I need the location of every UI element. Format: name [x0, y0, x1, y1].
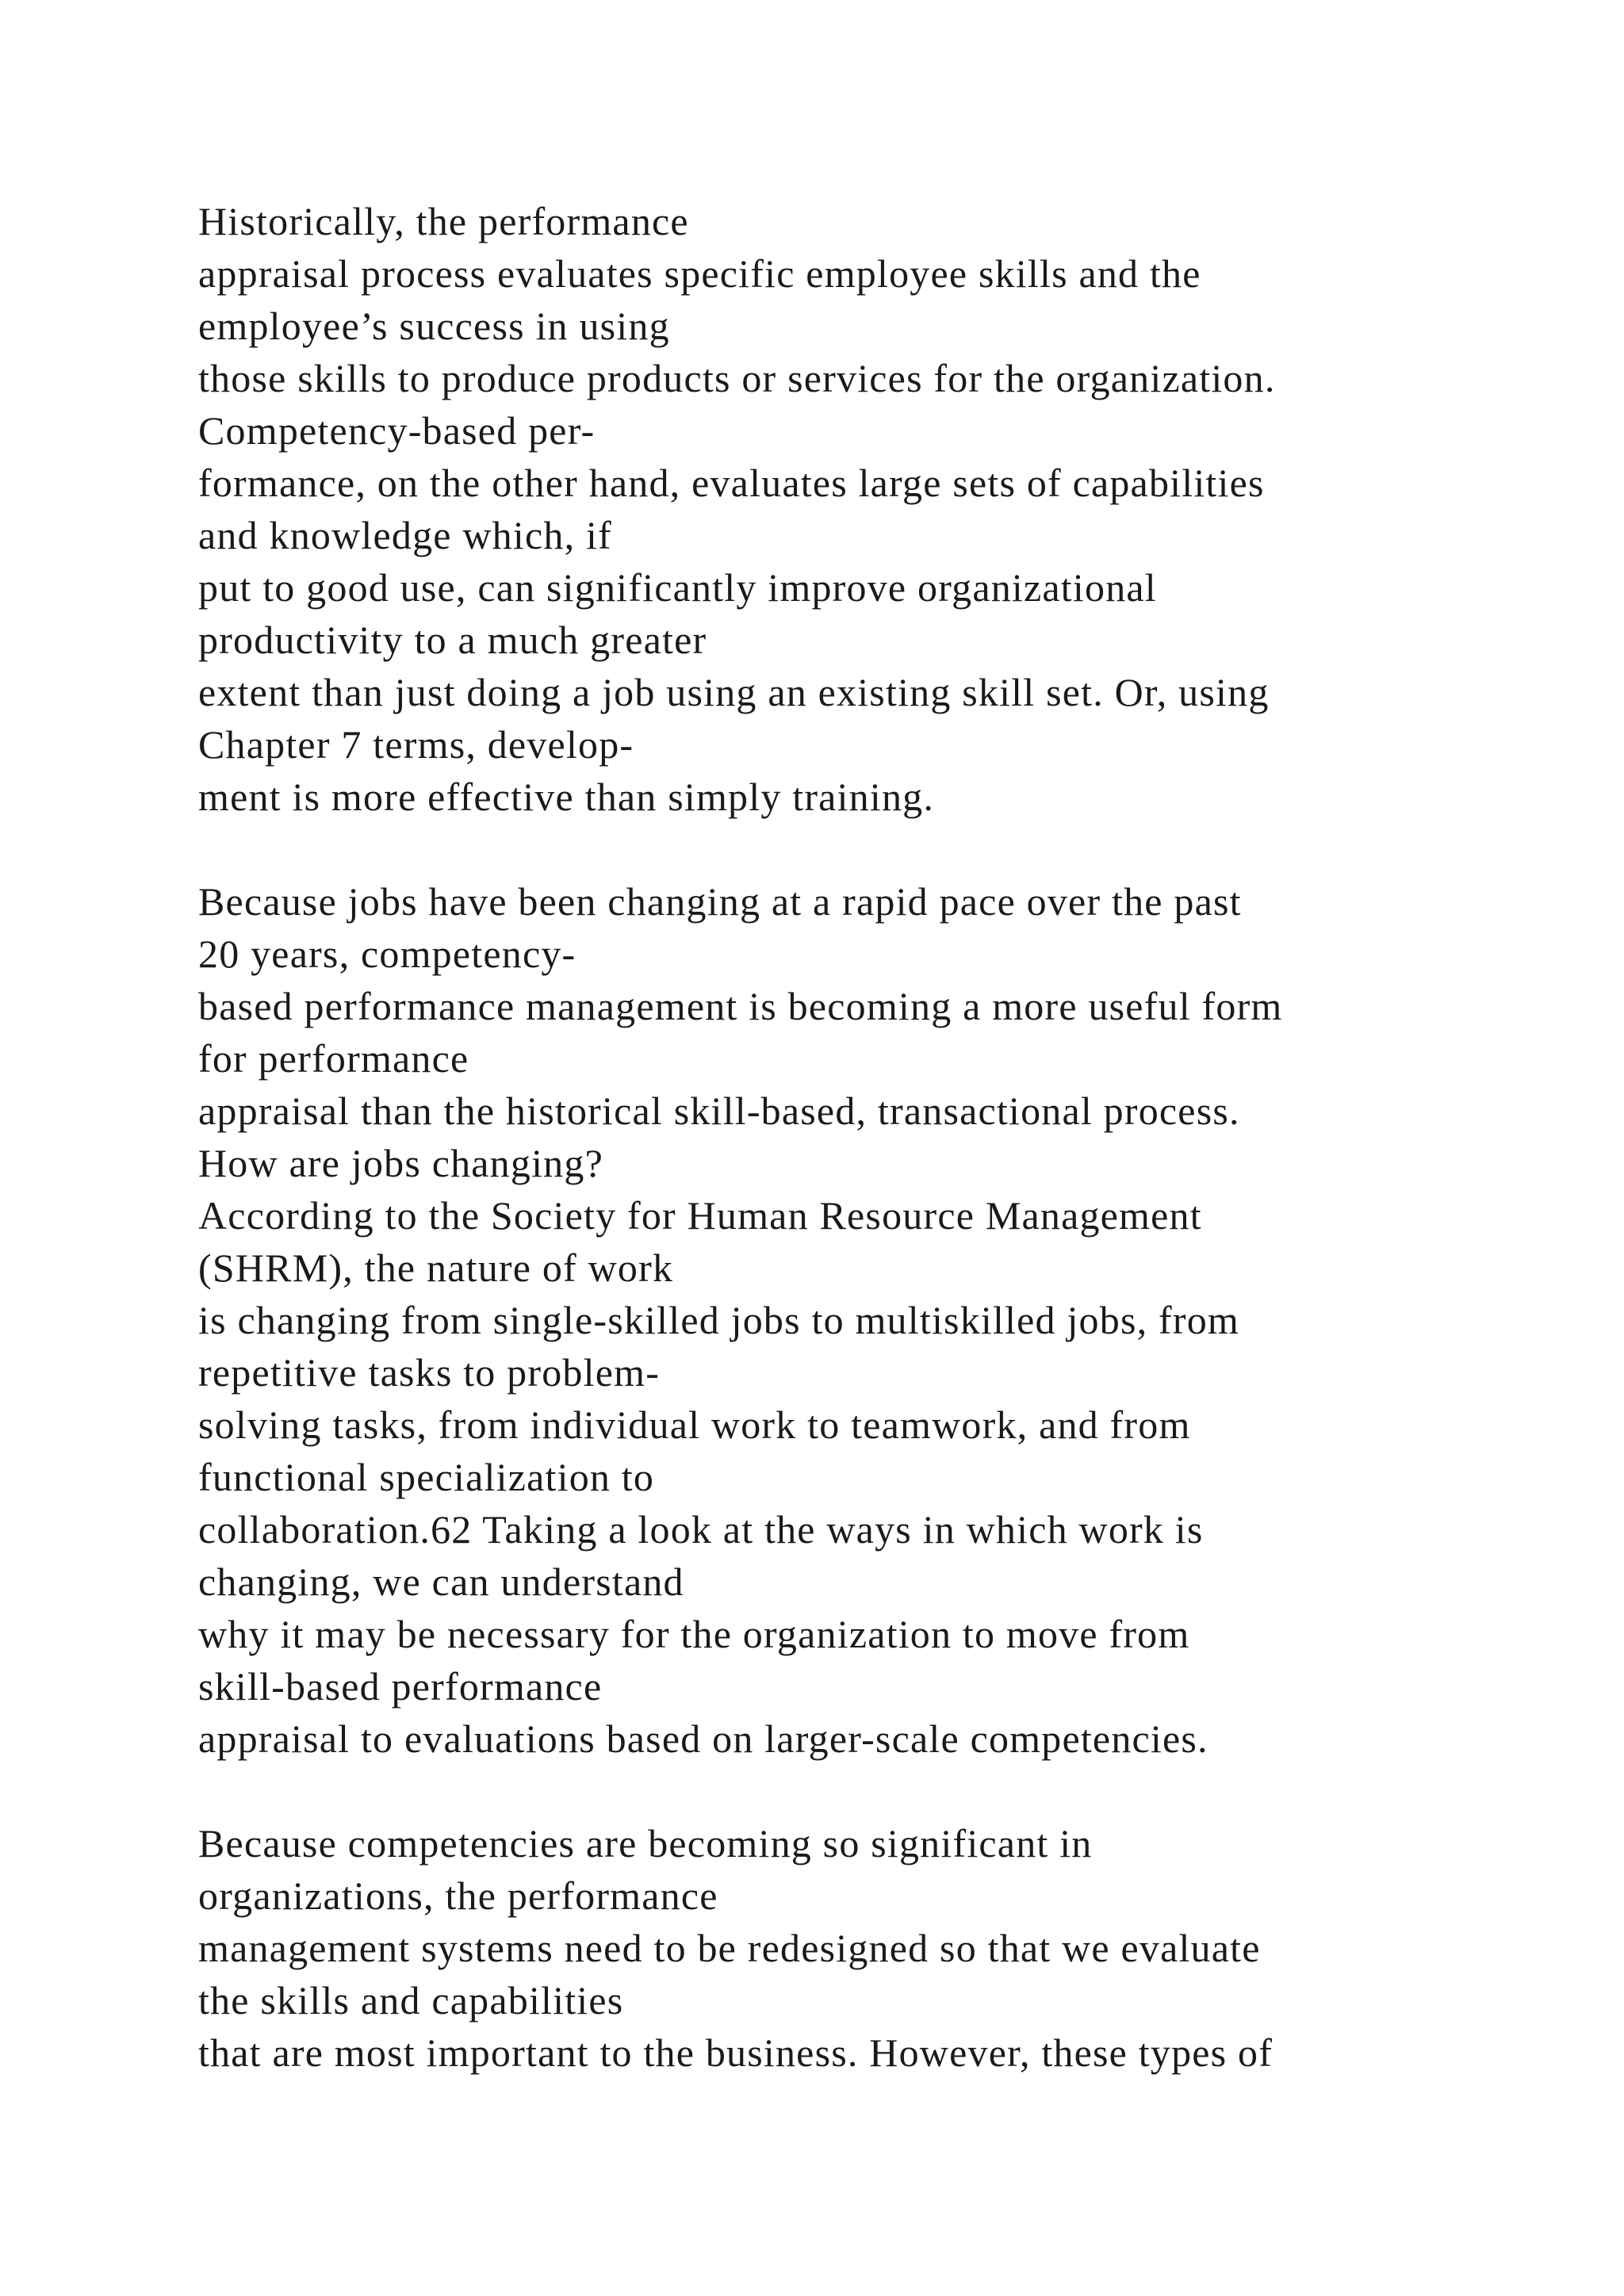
text-line: functional specialization to: [198, 1455, 655, 1499]
text-line: employee’s success in using: [198, 304, 670, 348]
text-line: is changing from single-skilled jobs to multiskilled jobs, from: [198, 1298, 1240, 1342]
paragraph-1: [198, 195, 1546, 823]
text-line: put to good use, can significantly improve organizational: [198, 565, 1157, 610]
text-line: those skills to produce products or services for the organization.: [198, 356, 1276, 400]
text-line: for performance: [198, 1036, 469, 1081]
text-line: According to the Society for Human Resource Management: [198, 1193, 1202, 1238]
text-line: and knowledge which, if: [198, 513, 612, 557]
text-line: management systems need to be redesigned so that we evaluate: [198, 1926, 1261, 1970]
text-line: why it may be necessary for the organization to move from: [198, 1612, 1190, 1656]
paragraph-gap: [198, 823, 1546, 875]
paragraph-gap: [198, 1765, 1546, 1817]
text-line: Chapter 7 terms, develop-: [198, 722, 634, 767]
text-line: changing, we can understand: [198, 1559, 684, 1604]
text-line: (SHRM), the nature of work: [198, 1246, 674, 1290]
text-line: organizations, the performance: [198, 1873, 718, 1918]
document-text: [198, 195, 1546, 2079]
text-line: productivity to a much greater: [198, 618, 707, 662]
text-line: Competency-based per-: [198, 408, 596, 453]
text-line: Historically, the performance: [198, 199, 689, 243]
text-line: appraisal to evaluations based on larger-scale competencies.: [198, 1716, 1208, 1761]
text-line: repetitive tasks to problem-: [198, 1350, 661, 1395]
text-line: collaboration.62 Taking a look at the ways in which work is: [198, 1507, 1204, 1552]
text-line: that are most important to the business. However, these types of: [198, 2030, 1274, 2075]
paragraph-3: [198, 1817, 1546, 2079]
text-line: How are jobs changing?: [198, 1141, 603, 1185]
text-line: extent than just doing a job using an existing skill set. Or, using: [198, 670, 1270, 714]
text-line: based performance management is becoming a more useful form: [198, 984, 1283, 1028]
paragraph-2: [198, 875, 1546, 1765]
text-line: appraisal process evaluates specific employee skills and the: [198, 251, 1201, 296]
text-line: 20 years, competency-: [198, 932, 576, 976]
text-line: the skills and capabilities: [198, 1978, 624, 2022]
text-line: ment is more effective than simply training.: [198, 775, 935, 819]
text-line: Because jobs have been changing at a rapid pace over the past: [198, 879, 1242, 924]
text-line: Because competencies are becoming so significant in: [198, 1821, 1093, 1866]
text-line: appraisal than the historical skill-based, transactional process.: [198, 1089, 1240, 1133]
text-line: solving tasks, from individual work to teamwork, and from: [198, 1402, 1191, 1447]
text-line: formance, on the other hand, evaluates large sets of capabilities: [198, 461, 1265, 505]
text-line: skill-based performance: [198, 1664, 603, 1709]
